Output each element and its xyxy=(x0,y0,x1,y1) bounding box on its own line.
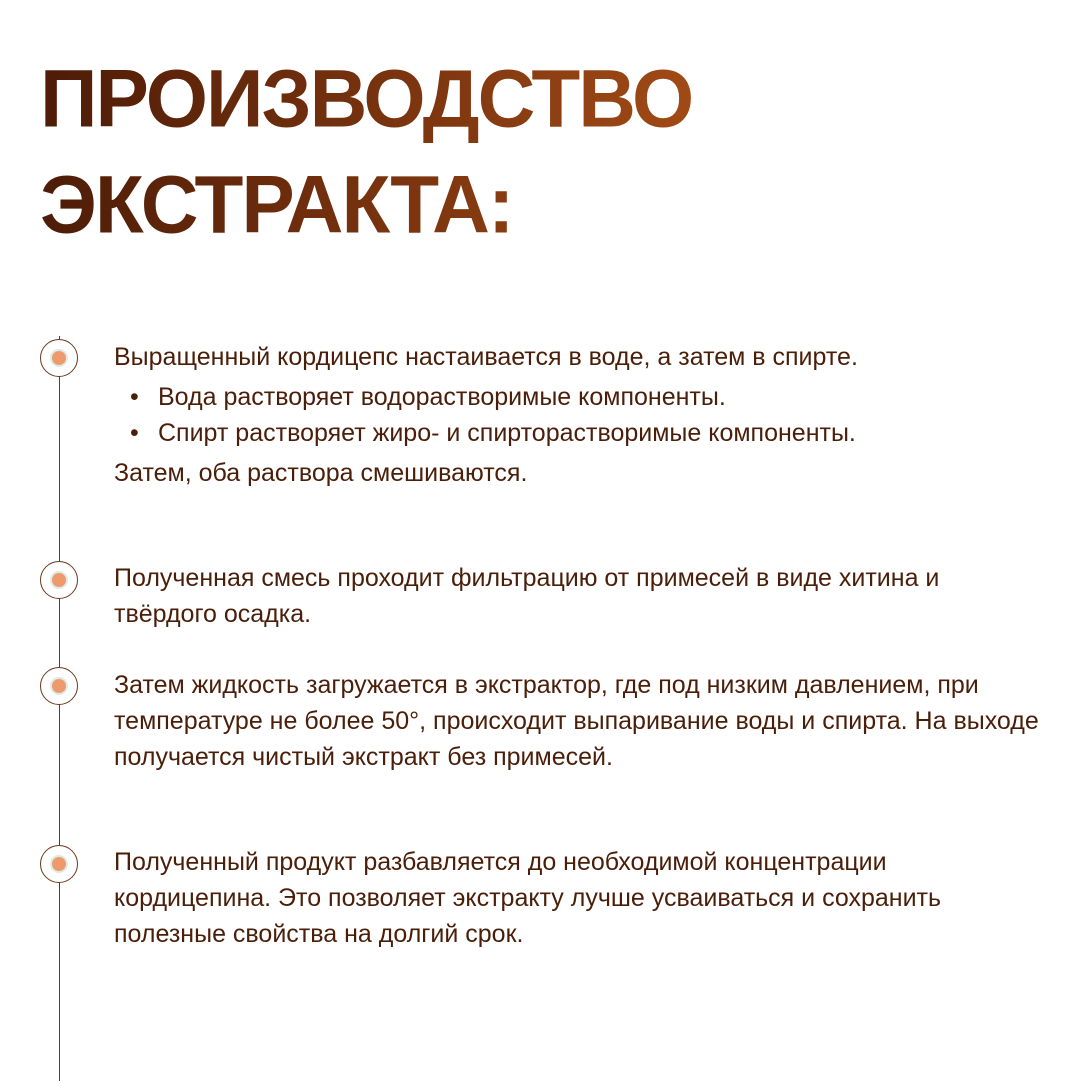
step-1-intro: Выращенный кордицепс настаивается в воде, а затем в спирте. xyxy=(114,343,858,371)
timeline-line xyxy=(59,336,60,1081)
step-3 xyxy=(114,667,1044,775)
timeline-dot-icon xyxy=(40,339,78,377)
bullet-item: • Спирт растворяет жиро- и спирторастворимые компоненты. xyxy=(130,415,1044,451)
title-line-1: ПРОИЗВОДСТВО xyxy=(40,53,693,144)
timeline-dot-icon xyxy=(40,561,78,599)
step-1-outro: Затем, оба раствора смешиваются. xyxy=(114,459,528,487)
page-title xyxy=(40,46,692,258)
bullet-item: • Вода растворяет водорастворимые компоненты. xyxy=(130,379,1044,415)
step-3-text: Затем жидкость загружается в экстрактор, где под низким давлением, при температуре не более 50°, происходит выпаривание воды и спирта. На выходе получается чистый экстракт без примесей. xyxy=(114,671,1039,771)
title-line-2: ЭКСТРАКТА: xyxy=(40,159,513,250)
step-2 xyxy=(114,560,1044,632)
timeline-dot-icon xyxy=(40,667,78,705)
step-1 xyxy=(114,339,1044,491)
timeline-dot-icon xyxy=(40,845,78,883)
step-4 xyxy=(114,844,1044,952)
step-1-bullets xyxy=(114,379,1044,451)
step-2-text: Полученная смесь проходит фильтрацию от примесей в виде хитина и твёрдого осадка. xyxy=(114,564,940,628)
step-4-text: Полученный продукт разбавляется до необходимой концентрации кордицепина. Это позволяет экстракту лучше усваиваться и сохранить полезные свойства на долгий срок. xyxy=(114,848,942,948)
